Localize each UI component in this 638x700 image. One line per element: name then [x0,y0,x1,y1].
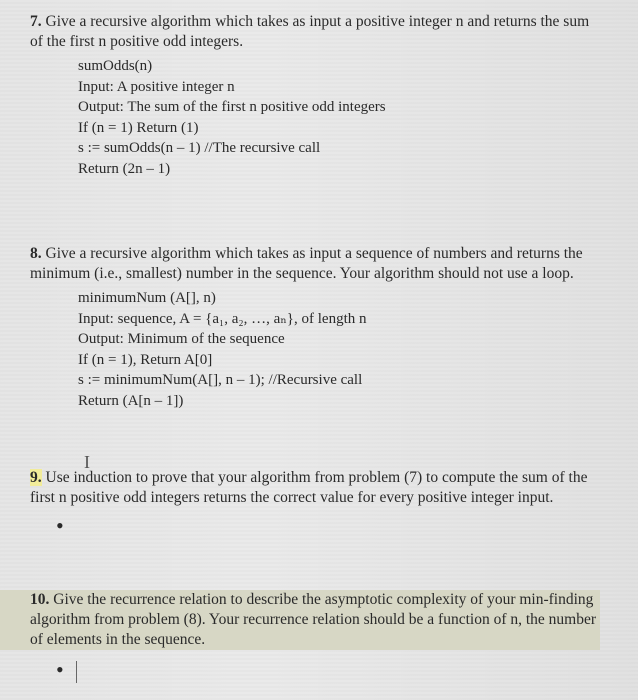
answer-bullet[interactable]: • [56,513,64,538]
question-9 [0,468,638,536]
algo-line: If (n = 1) Return (1) [78,119,199,136]
algo-line: Output: Minimum of the sequence [78,331,285,347]
question-9-number: 9. [30,469,42,486]
algorithm-minimumnum [0,288,638,411]
algo-line: sumOdds(n) [78,58,153,74]
question-10-number: 10. [30,591,50,608]
algo-line: Return (A[n – 1]) [78,392,184,409]
question-8-prompt [0,244,605,284]
answer-input-line[interactable] [0,657,638,683]
algo-line: Input: A positive integer n [78,78,235,95]
algo-line: Input: sequence, A = {a₁, a₂, …, aₙ}, of length n [78,310,367,327]
question-8-number: 8. [30,245,42,262]
question-10-prompt [0,590,600,650]
question-8 [0,244,638,411]
question-9-prompt [0,468,605,508]
text-cursor-icon: I [84,452,90,472]
question-7 [0,12,638,179]
algo-line: s := sumOdds(n – 1) //The recursive call [78,140,321,156]
algo-line: Output: The sum of the first n positive odd integers [78,99,386,115]
question-8-text: Give a recursive algorithm which takes as input a sequence of numbers and returns the minimum (i.e., smallest) number in the sequence. Your algorithm should not use a loop. [30,245,583,282]
algo-line: minimumNum (A[], n) [78,290,216,306]
question-7-prompt [0,12,605,52]
question-7-number: 7. [30,13,42,30]
question-10 [0,590,638,683]
algo-line: Return (2n – 1) [78,160,171,177]
algorithm-sumodds [0,56,638,179]
question-9-text: Use induction to prove that your algorithm from problem (7) to compute the sum of the first n positive odd integers returns the correct value for every positive integer input. [30,469,588,506]
algo-line: If (n = 1), Return A[0] [78,351,213,368]
question-10-text: Give the recurrence relation to describe the asymptotic complexity of your min-finding algorithm from problem (8). Your recurrence relation should be a function of n, the number of elements in the sequence. [30,591,597,648]
text-caret [76,661,78,683]
question-7-text: Give a recursive algorithm which takes as input a positive integer n and returns the sum of the first n positive odd integers. [30,13,590,50]
answer-bullet: • [56,657,64,682]
algo-line: s := minimumNum(A[], n – 1); //Recursive call [78,372,363,388]
